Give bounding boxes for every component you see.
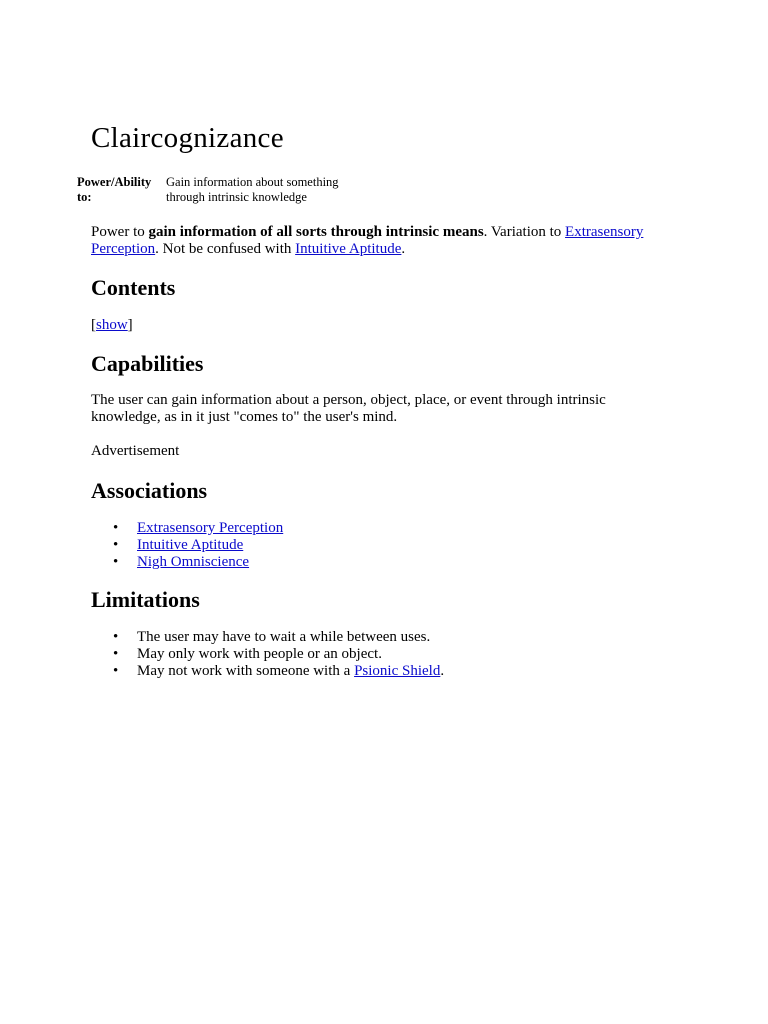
list-item	[91, 520, 283, 537]
limitation-prefix: May not work with someone with a	[137, 663, 355, 679]
intro-bold: gain information of all sorts through intrinsic means	[148, 224, 484, 240]
intro-paragraph	[91, 224, 691, 258]
infobox-value: Gain information about something through intrinsic knowledge	[166, 175, 339, 204]
list-item: • The user may have to wait a while between uses.	[91, 629, 444, 646]
contents-toggle	[91, 317, 691, 334]
heading-capabilities: Capabilities	[91, 351, 204, 376]
link-nigh-omniscience[interactable]: Nigh Omniscience	[137, 554, 250, 570]
associations-list	[91, 520, 283, 571]
link-extrasensory-perception-assoc[interactable]: Extrasensory Perception	[137, 520, 284, 536]
page-title: Claircognizance	[91, 122, 284, 154]
link-intuitive-aptitude-assoc[interactable]: Intuitive Aptitude	[137, 537, 244, 553]
capabilities-text: The user can gain information about a person, object, place, or event through intrinsic knowledge, as in it just "comes to" the user's mind.	[91, 392, 606, 425]
intro-suffix: .	[401, 241, 406, 257]
intro-middle: . Variation to	[483, 224, 566, 240]
heading-associations: Associations	[91, 478, 208, 503]
capabilities-paragraph	[91, 392, 651, 426]
show-contents-link[interactable]: show	[96, 317, 128, 333]
toggle-bracket-open: [	[91, 317, 96, 333]
intro-prefix: Power to	[91, 224, 149, 240]
heading-contents: Contents	[91, 275, 176, 300]
toggle-bracket-close: ]	[127, 317, 133, 333]
intro-middle2: . Not be confused with	[155, 241, 296, 257]
infobox-key: Power/Ability to:	[77, 175, 152, 204]
limitation-suffix: .	[440, 663, 445, 679]
list-item	[91, 554, 283, 571]
link-intuitive-aptitude[interactable]: Intuitive Aptitude	[295, 241, 402, 257]
link-psionic-shield[interactable]: Psionic Shield	[354, 663, 441, 679]
list-item	[91, 537, 283, 554]
heading-limitations: Limitations	[91, 587, 200, 612]
advertisement-label: Advertisement	[91, 443, 180, 459]
list-item	[91, 663, 444, 680]
list-item: • May only work with people or an object.	[91, 646, 444, 663]
link-extrasensory-perception[interactable]: Extrasensory Perception	[91, 224, 644, 257]
limitations-list	[91, 629, 444, 680]
